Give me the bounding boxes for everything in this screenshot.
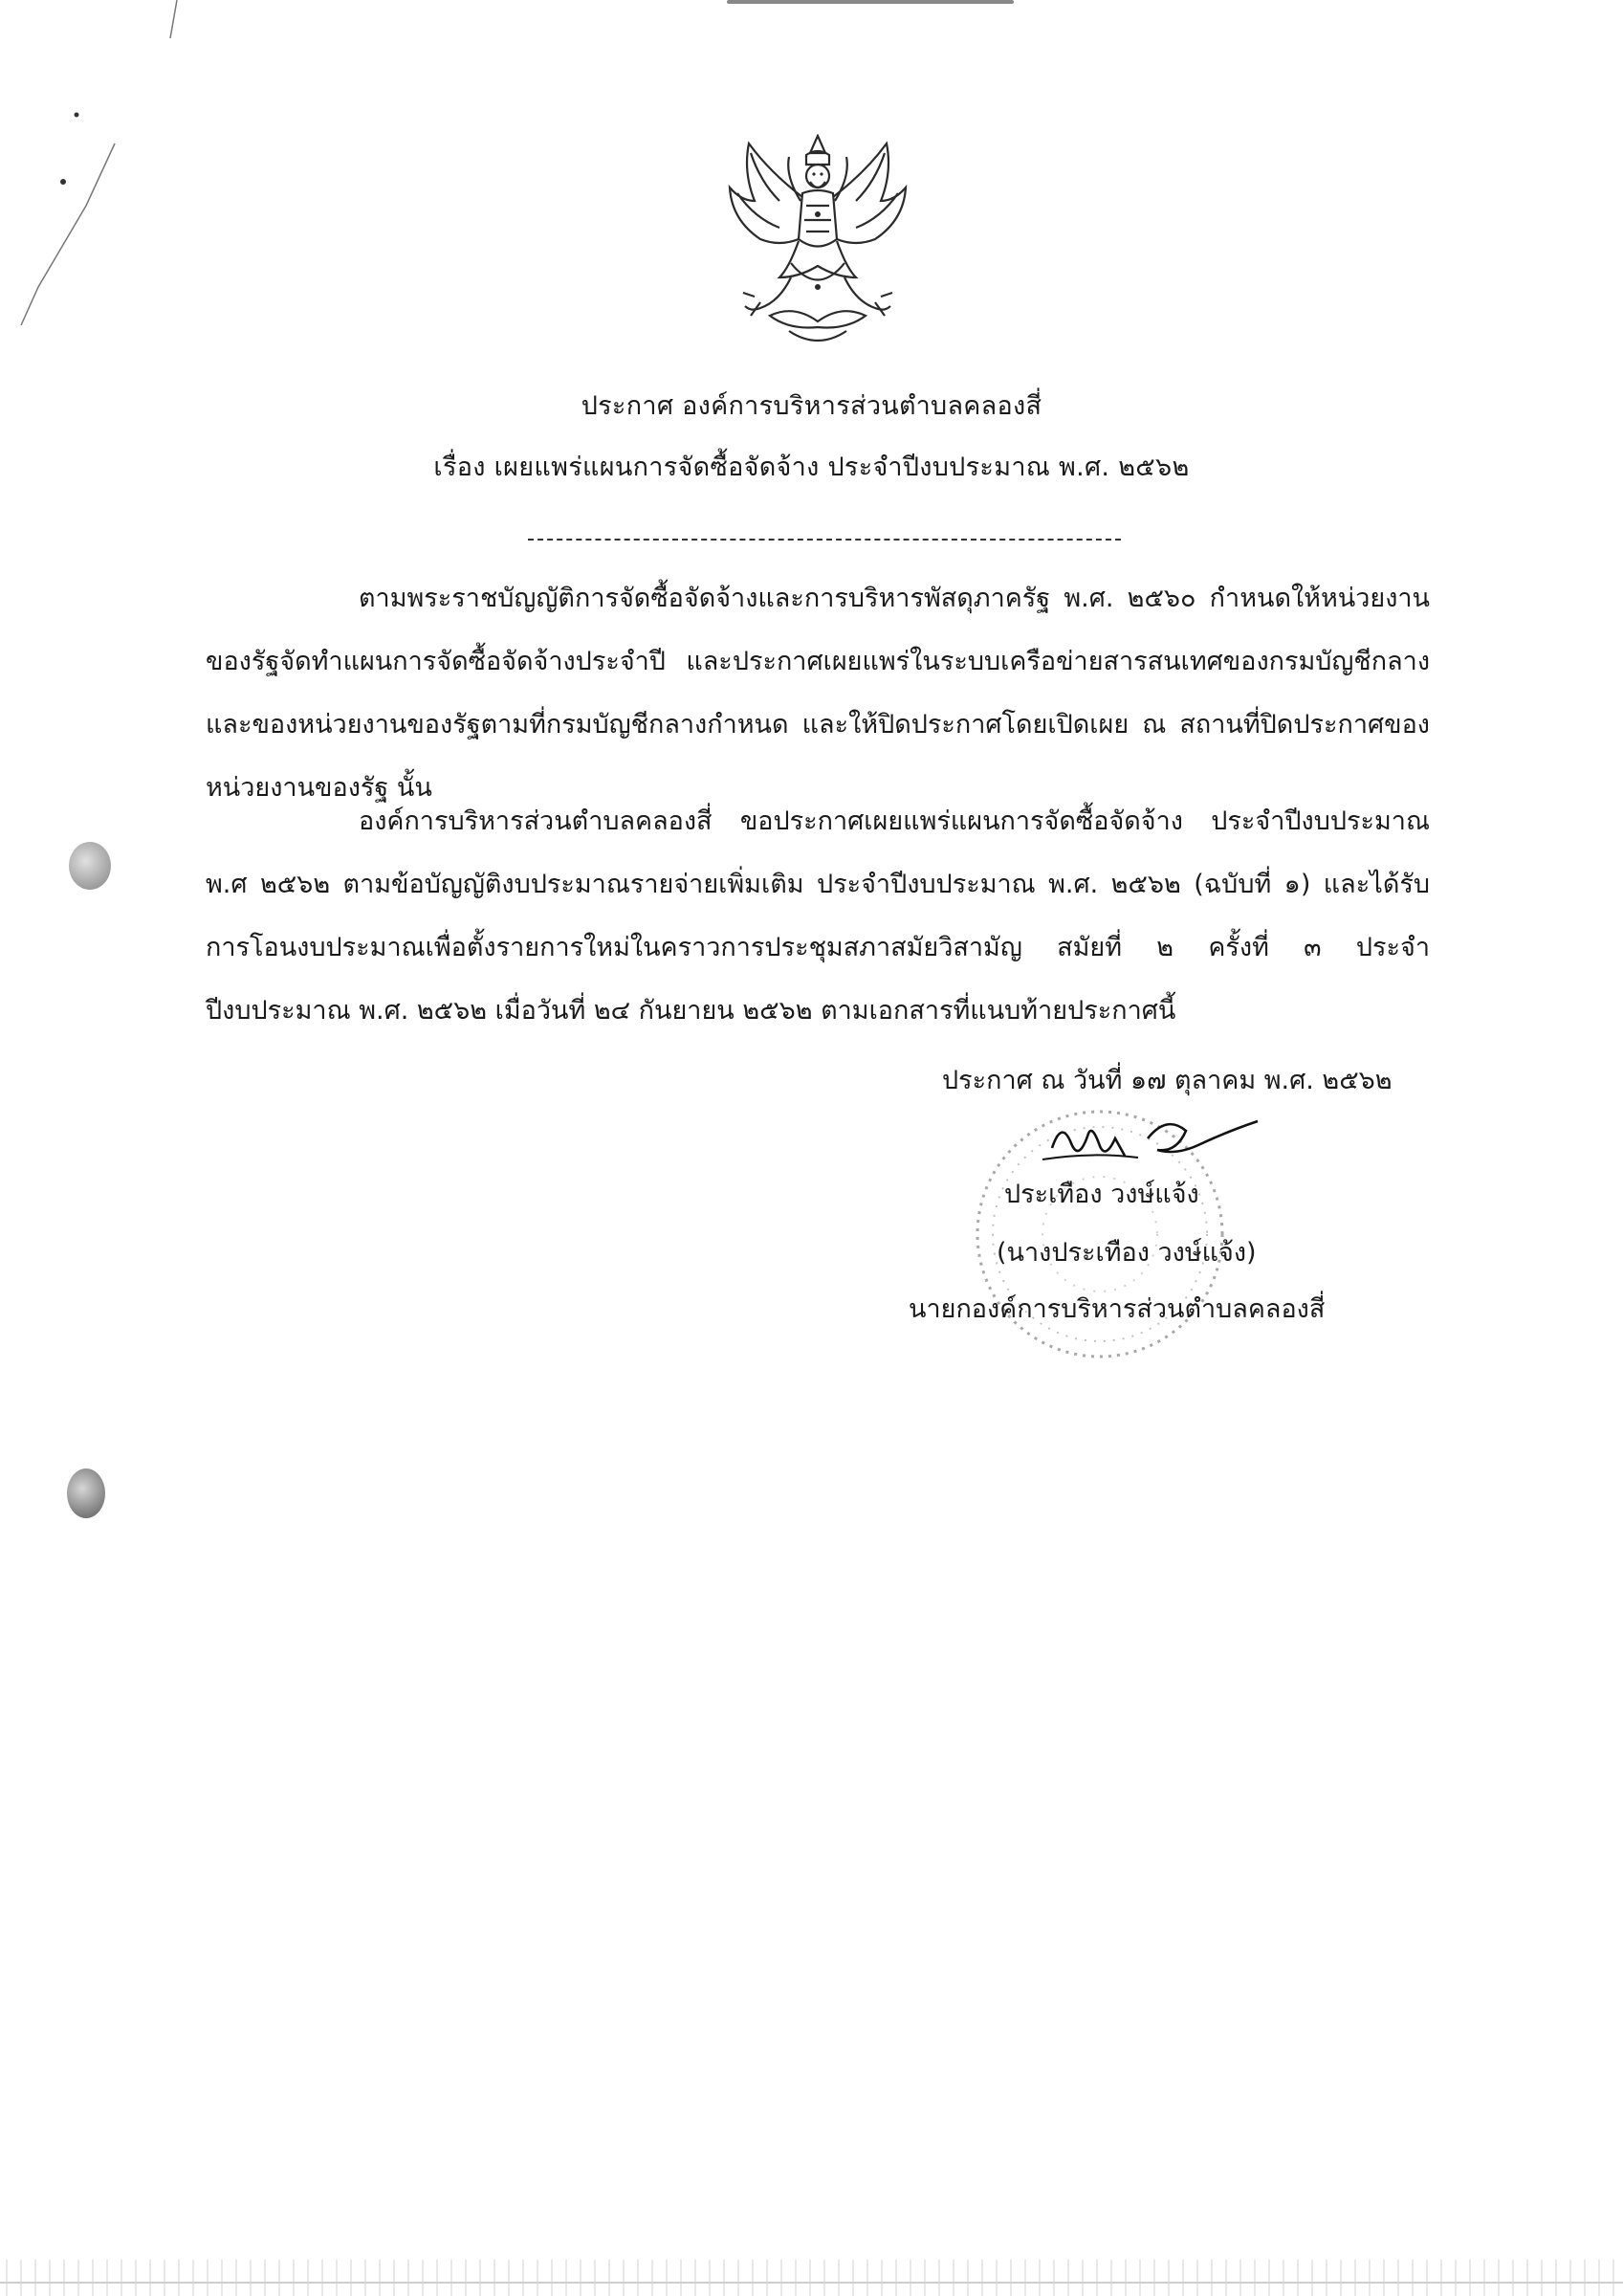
punch-hole-lower — [67, 1468, 105, 1518]
scan-bottom-line — [0, 2282, 1623, 2284]
signed-name: ประเทือง วงษ์แจ้ง — [1004, 1180, 1199, 1209]
garuda-emblem-icon — [722, 134, 913, 354]
body-paragraph-1: ตามพระราชบัญญัติการจัดซื้อจัดจ้างและการบริหารพัสดุภาครัฐ พ.ศ. ๒๕๖๐ กำหนดให้หน่วยงานของรัฐจัดทำแผนการจัดซื้อจัดจ้างประจำปี และประกาศเผยแพร่ในระบบเครือข่ายสารสนเทศของกรมบัญชีกลางและของหน่วยงานของรัฐตามที่กรมบัญชีกลางกำหนด และให้ปิดประกาศโดยเปิดเผย ณ สถานที่ปิดประกาศของหน่วยงานของรัฐ นั้น — [206, 584, 1430, 803]
scan-top-smudge — [727, 0, 1014, 4]
scan-fold-line — [0, 0, 191, 325]
announcement-subject: เรื่อง เผยแพร่แผนการจัดซื้อจัดจ้าง ประจำปีงบประมาณ พ.ศ. ๒๕๖๒ — [433, 453, 1190, 482]
announcement-date: ประกาศ ณ วันที่ ๑๗ ตุลาคม พ.ศ. ๒๕๖๒ — [942, 1066, 1393, 1095]
handwritten-signature — [1033, 1110, 1262, 1177]
body-paragraph-2: องค์การบริหารส่วนตำบลคลองสี่ ขอประกาศเผยแพร่แผนการจัดซื้อจัดจ้าง ประจำปีงบประมาณ พ.ศ ๒๕๖๒ ตามข้อบัญญัติงบประมาณรายจ่ายเพิ่มเติม ประจำปีงบประมาณ พ.ศ. ๒๕๖๒ (ฉบับที่ ๑) และได้รับการโอนงบประมาณเพื่อตั้งรายการใหม่ในคราวการประชุมสภาสมัยวิสามัญ สมัยที่ ๒ ครั้งที่ ๓ ประจำปีงบประมาณ พ.ศ. ๒๕๖๒ เมื่อวันที่ ๒๔ กันยายน ๒๕๖๒ ตามเอกสารที่แนบท้ายประกาศนี้ — [206, 806, 1430, 1026]
header-divider — [528, 539, 1121, 541]
scan-bottom-noise — [0, 2260, 1623, 2296]
signer-full-name: (นางประเทือง วงษ์แจ้ง) — [997, 1238, 1257, 1268]
punch-hole-upper — [69, 842, 111, 890]
signer-position: นายกองค์การบริหารส่วนตำบลคลองสี่ — [909, 1294, 1326, 1324]
announcement-title: ประกาศ องค์การบริหารส่วนตำบลคลองสี่ — [581, 391, 1042, 421]
